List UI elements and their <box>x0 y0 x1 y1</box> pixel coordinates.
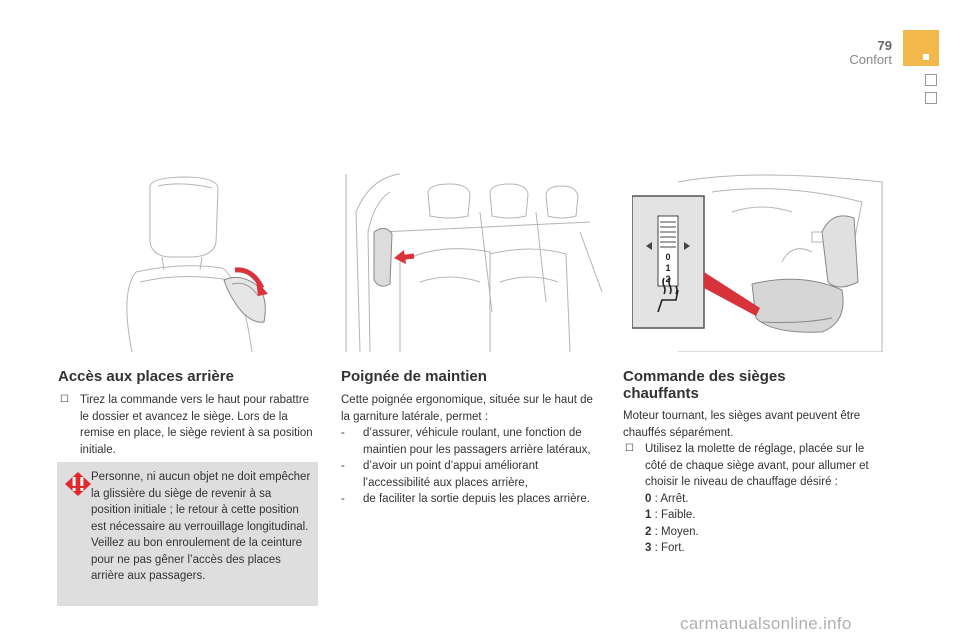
heat-level: 3 : Fort. <box>645 542 685 554</box>
tab-marker <box>923 54 929 60</box>
heated-title: Commande des sièges chauffants <box>623 368 786 402</box>
handle-item: d’avoir un point d’appui améliorant l’accessibilité aux places arrière, <box>363 460 539 489</box>
grab-handle-illustration <box>340 172 602 352</box>
handle-intro: Cette poignée ergonomique, située sur le haut de la garniture latérale, permet : <box>341 394 593 423</box>
seat-lever-illustration <box>92 172 292 352</box>
dial-label: 2 <box>665 274 671 284</box>
handle-item: de faciliter la sortie depuis les places arrière. <box>363 493 590 505</box>
chapter-tab-empty[interactable] <box>925 92 937 104</box>
section-title: Confort <box>849 52 892 67</box>
heated-intro: Moteur tournant, les sièges avant peuvent être chauffés séparément. <box>623 410 861 439</box>
heated-description <box>623 408 885 557</box>
chapter-tab[interactable] <box>903 30 939 66</box>
dial-label: 1 <box>665 263 671 273</box>
checkbox-icon: ☐ <box>625 443 634 454</box>
dial-label: 0 <box>665 252 671 262</box>
access-title: Accès aux places arrière <box>58 368 234 385</box>
heat-level: 1 : Faible. <box>645 509 696 521</box>
heated-bullet-text: Utilisez la molette de réglage, placée sur le côté de chaque siège avant, pour allumer et choisir le niveau de chauffage désiré : <box>645 443 869 488</box>
warning-icon <box>64 471 92 497</box>
watermark: carmanualsonline.info <box>680 614 852 633</box>
handle-item: d’assurer, véhicule roulant, une fonction de maintien pour les passagers arrière latéraux, <box>363 427 591 456</box>
page-number: 79 <box>877 38 892 53</box>
chapter-tab-empty[interactable] <box>925 74 937 86</box>
access-bullet-text: Tirez la commande vers le haut pour rabattre le dossier et avancez le siège. Lors de la remise en place, le siège revient à sa position initiale. <box>80 394 313 456</box>
heated-seat-illustration <box>632 172 884 352</box>
heat-level: 2 : Moyen. <box>645 525 699 538</box>
handle-description: Cette poignée ergonomique, située sur le haut de la garniture latérale, permet : - d’assurer, véhicule roulant, une fonction de maintien pour les passagers arrière latéraux, - d’avoir un point d’appui améliorant l’accessibilité aux places arrière, - de faciliter la sortie depuis les places arrière. <box>341 392 603 508</box>
handle-title: Poignée de maintien <box>341 368 487 385</box>
access-instructions <box>58 392 320 458</box>
heat-level: 0 : Arrêt. <box>645 492 689 505</box>
warning-text: Personne, ni aucun objet ne doit empêcher la glissière du siège de revenir à sa position initiale ; le retour à cette position est nécessaire au verrouillage longitudinal. Veillez au bon enroulement de la ceinture pour ne pas gêner l’accès des places arrière aux passagers. <box>91 471 311 582</box>
warning-box <box>57 462 318 606</box>
checkbox-icon: ☐ <box>60 394 69 405</box>
